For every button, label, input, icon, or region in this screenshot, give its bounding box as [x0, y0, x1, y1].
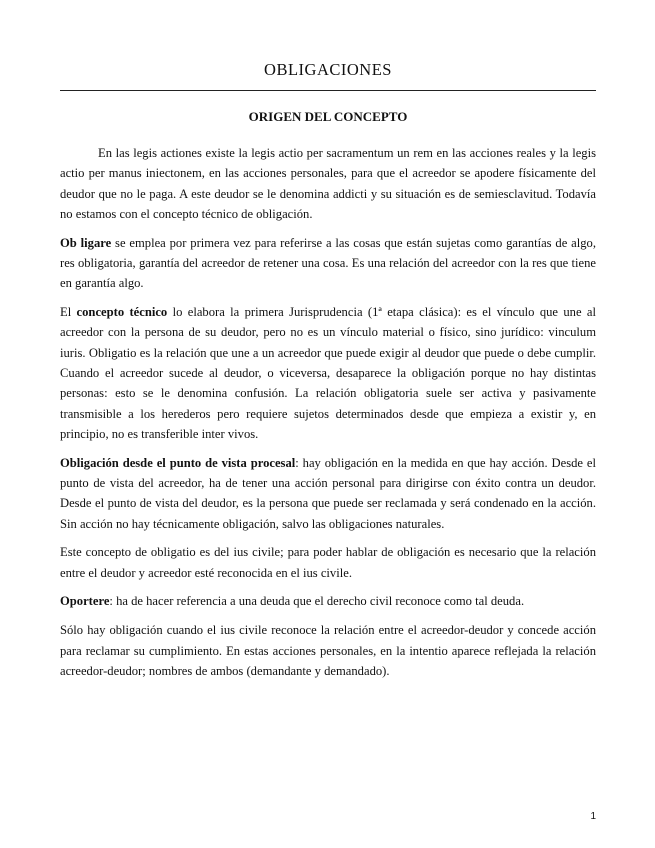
paragraph-concepto-tecnico-text: lo elabora la primera Jurisprudencia (1ª etapa clásica): es el vínculo que une al acreedor con la persona de su deudor, pero no es un vínculo material o físico, sino jurídico: vinculum iuris. Obligatio es la relación que une a un acreedor que puede exigir al deudor que puede o debe cumplir. Cuando el acreedor sucede al deudor, o viceversa, desaparece la obligación porque no hay distintas personas: esto se le denomina confusión. La relación obligatoria suele ser activa y pasivamente transmisible a los herederos pero requiere sujetos determinados desde que empieza a existir y, en principio, no es transferible inter vivos. — [60, 305, 596, 441]
page-title: OBLIGACIONES — [264, 60, 392, 79]
paragraph-ius-civile: Este concepto de obligatio es del ius civile; para poder hablar de obligación es necesario que la relación entre el deudor y acreedor esté reconocida en el ius civile. — [60, 545, 596, 580]
page-number: 1 — [590, 811, 596, 822]
paragraph-punto-de-vista-procesal — [60, 453, 596, 534]
paragraph-ob-ligare — [60, 233, 596, 294]
title-divider — [60, 90, 596, 91]
term-concepto-tecnico: concepto técnico — [76, 305, 168, 320]
paragraph-oportere — [60, 591, 596, 611]
paragraph-concepto-tecnico-prefix: El — [60, 305, 77, 320]
paragraph-concepto-tecnico — [60, 302, 596, 444]
document-body — [60, 143, 596, 690]
paragraph-oportere-text: : ha de hacer referencia a una deuda que el derecho civil reconoce como tal deuda. — [109, 594, 525, 609]
term-oportere: Oportere — [60, 594, 110, 609]
paragraph-ob-ligare-text: se emplea por primera vez para referirse a las cosas que están sujetas como garantías de algo, res obligatoria, garantía del acreedor de retener una cosa. Es una relación del acreedor con la res que tiene en garantía algo. — [60, 235, 596, 291]
paragraph-accion: Sólo hay obligación cuando el ius civile reconoce la relación entre el acreedor-deudor y concede acción para reclamar su cumplimiento. En estas acciones personales, en la intentio aparece reflejada la relación acreedor-deudor; nombres de ambos (demandante y demandado). — [60, 623, 596, 678]
paragraph-punto-de-vista-procesal-text: : hay obligación en la medida en que hay acción. Desde el punto de vista del acreedor, ha de tener una acción personal para dirigirse con éxito contra un deudor. Desde el punto de vista del deudor, es la persona que puede ser reclamada y será condenado en la acción. Sin acción no hay técnicamente obligación, salvo las obligaciones naturales. — [60, 455, 596, 531]
paragraph-legis-actiones: En las legis actiones existe la legis actio per sacramentum un rem en las acciones reales y la legis actio per manus iniectonem, en las acciones personales, para que el acreedor se apodere físicamente del deudor que no le paga. A este deudor se le denomina addicti y su situación es de semiesclavitud. Todavía no estamos con el concepto técnico de obligación. — [60, 146, 596, 221]
section-heading: ORIGEN DEL CONCEPTO — [248, 109, 408, 124]
term-punto-de-vista-procesal: Obligación desde el punto de vista procesal — [60, 455, 296, 470]
term-ob-ligare: Ob ligare — [60, 235, 112, 250]
